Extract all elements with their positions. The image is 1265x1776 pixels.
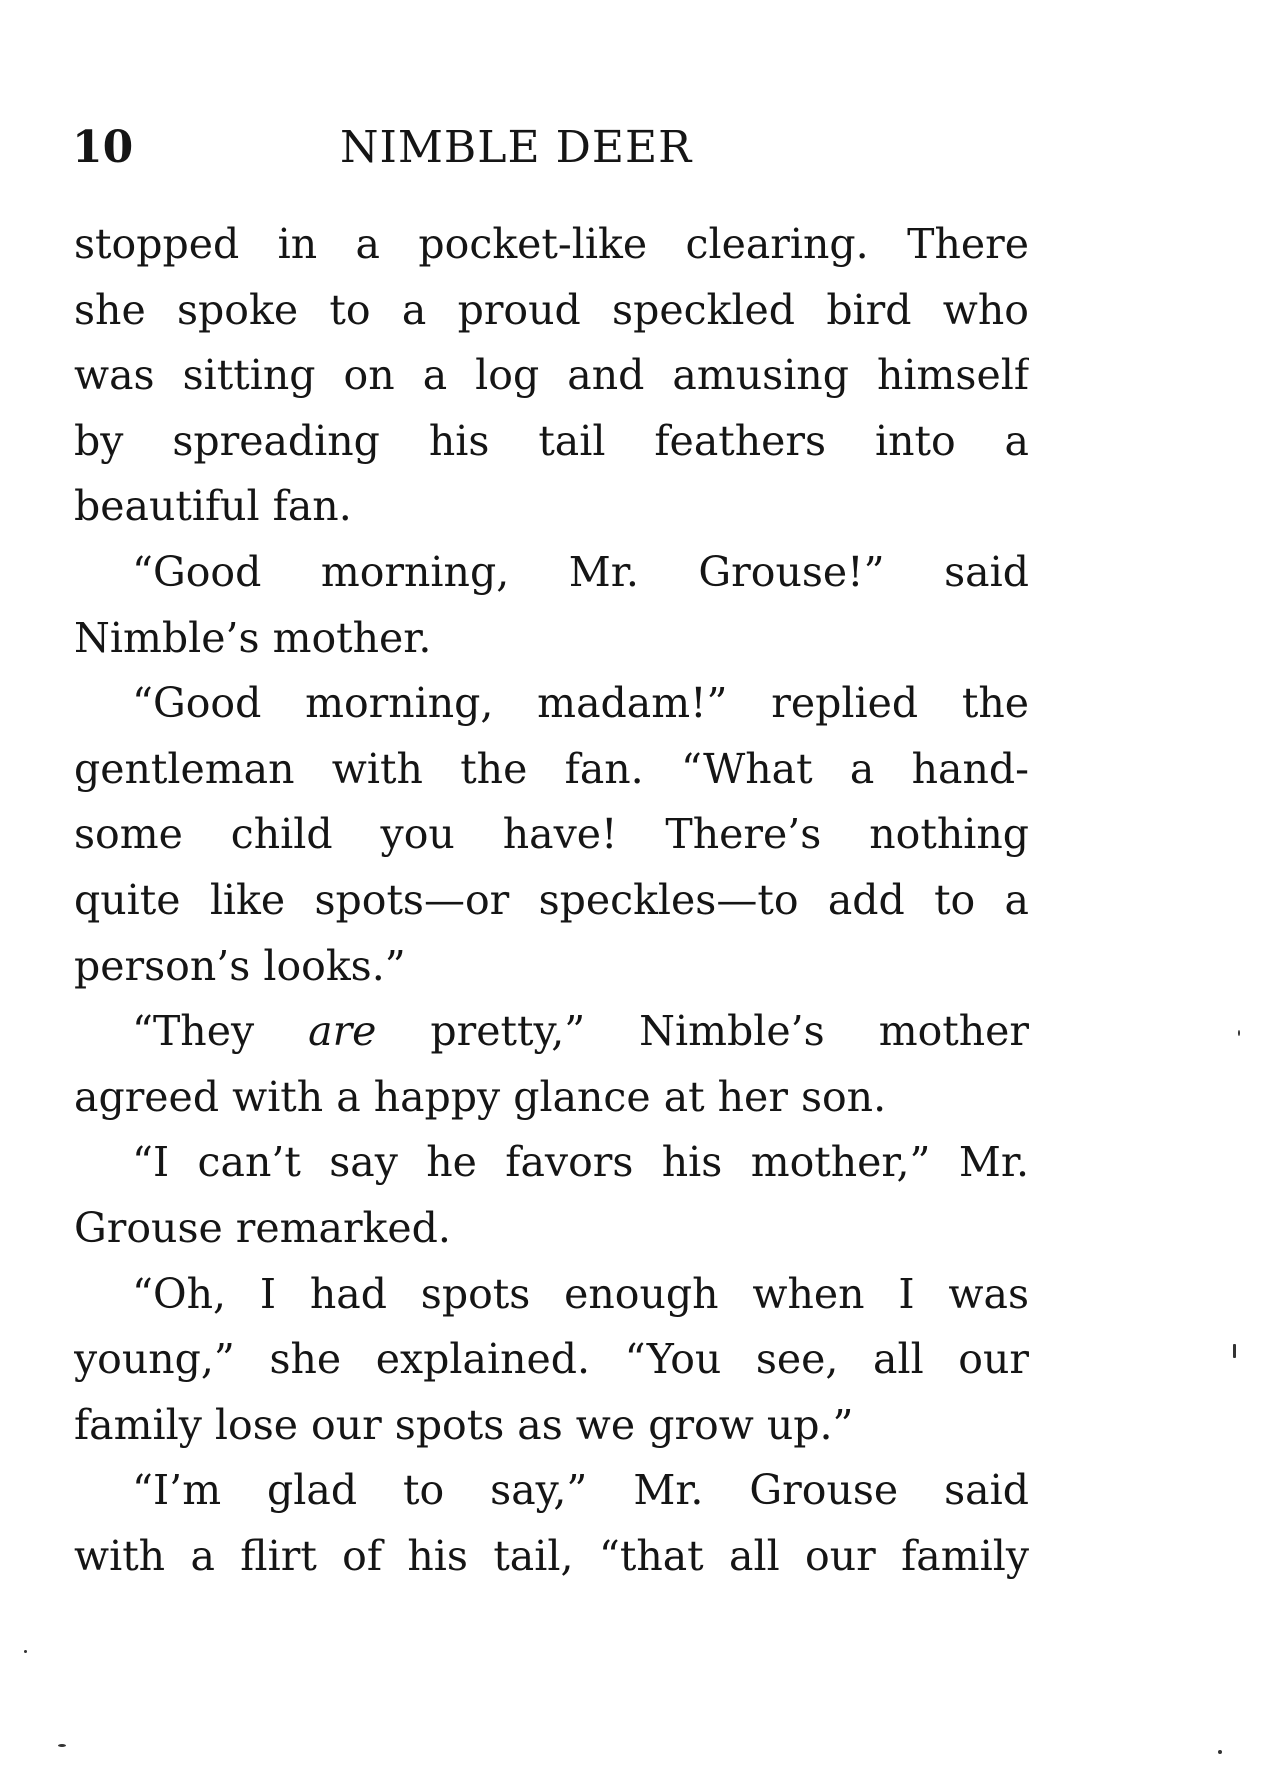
text-line: person’s looks.” — [74, 941, 406, 990]
body-text — [74, 212, 1029, 1589]
text-line: gentleman with the fan. “What a hand- — [74, 744, 1029, 793]
text-line: “Good morning, Mr. Grouse!” said — [132, 547, 1029, 596]
text-line: was sitting on a log and amusing himself — [74, 351, 1029, 400]
scan-speck — [58, 1744, 66, 1747]
text-line: agreed with a happy glance at her son. — [74, 1072, 887, 1121]
text-line: beautiful fan. — [74, 482, 352, 531]
text-line: by spreading his tail feathers into a — [74, 416, 1029, 465]
text-fragment: pretty,” Nimble’s mother — [376, 1007, 1029, 1056]
text-line: “I can’t say he favors his mother,” Mr. — [132, 1138, 1029, 1187]
text-line: some child you have! There’s nothing — [74, 810, 1029, 859]
text-line — [74, 999, 1029, 1065]
text-line: quite like spots—or speckles—to add to a — [74, 875, 1029, 924]
text-line: “Oh, I had spots enough when I was — [132, 1269, 1029, 1318]
text-line: young,” she explained. “You see, all our — [74, 1335, 1029, 1384]
running-head: NIMBLE DEER — [340, 122, 693, 173]
text-line: “Good morning, madam!” replied the — [132, 679, 1029, 728]
text-line: with a flirt of his tail, “that all our family — [74, 1531, 1029, 1580]
text-line: Nimble’s mother. — [74, 613, 432, 662]
scan-speck — [24, 1650, 27, 1653]
text-fragment: “They — [132, 1007, 309, 1056]
text-line: “I’m glad to say,” Mr. Grouse said — [132, 1466, 1029, 1515]
scan-speck — [1238, 1030, 1240, 1036]
text-line: Grouse remarked. — [74, 1203, 451, 1252]
page-header — [72, 118, 1032, 178]
scan-speck — [1218, 1750, 1222, 1754]
page-number: 10 — [72, 122, 134, 173]
italic-word: are — [308, 1007, 377, 1056]
text-line: family lose our spots as we grow up.” — [74, 1400, 854, 1449]
scan-speck — [1233, 1344, 1236, 1358]
text-line: she spoke to a proud speckled bird who — [74, 285, 1029, 334]
text-line: stopped in a pocket-like clearing. There — [74, 220, 1029, 268]
